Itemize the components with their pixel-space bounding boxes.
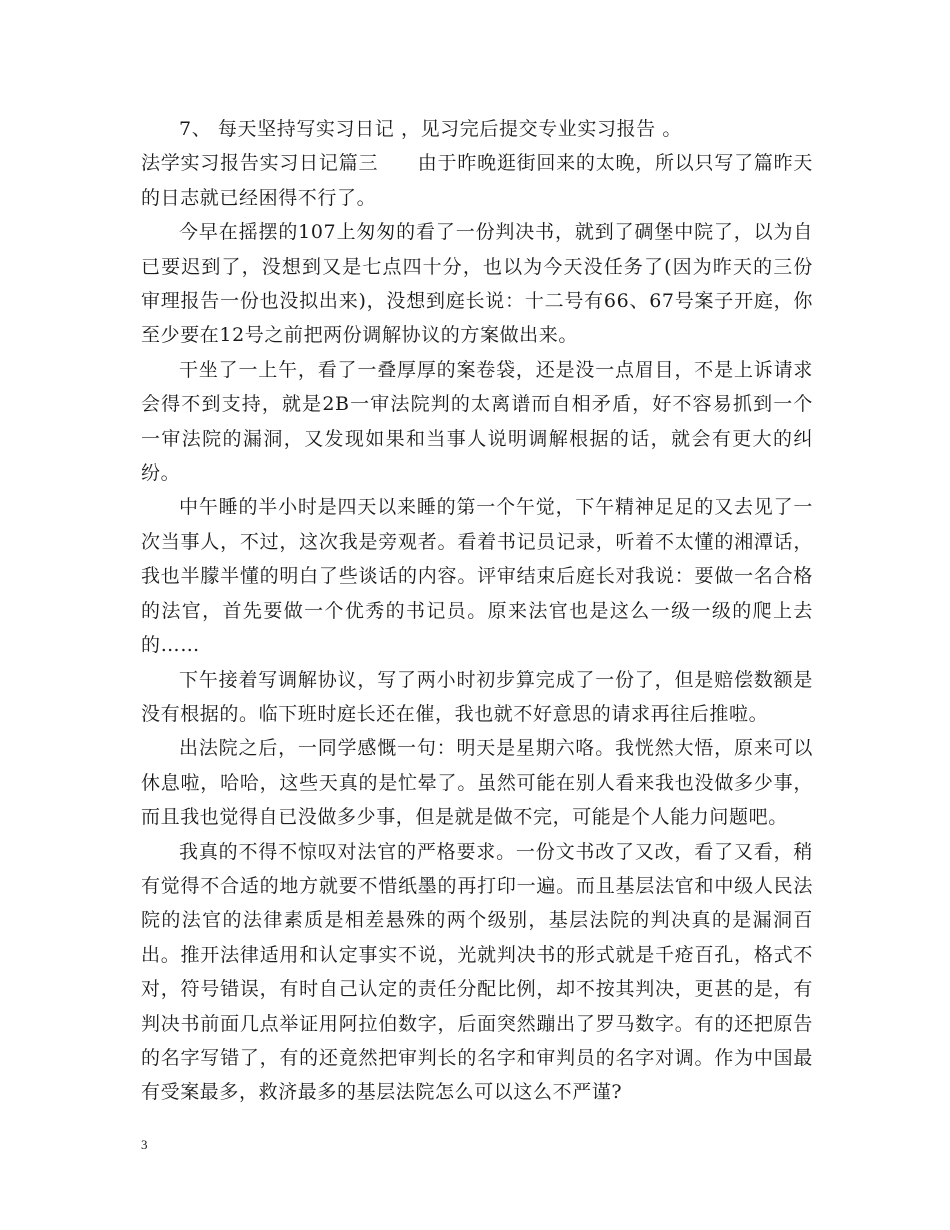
- document-body: [141, 112, 813, 1110]
- paragraph-2: 法学实习报告实习日记篇三 由于昨晚逛街回来的太晚，所以只写了篇昨天的日志就已经困得不行了。: [141, 152, 813, 209]
- paragraph-7: 出法院之后，一同学感慨一句：明天是星期六咯。我恍然大悟，原来可以休息啦，哈哈，这些天真的是忙晕了。虽然可能在别人看来我也没做多少事，而且我也觉得自已没做多少事，但是就是做不完，可能是个人能力问题吧。: [141, 737, 813, 829]
- paragraph-3: 今早在摇摆的107上匆匆的看了一份判决书，就到了碉堡中院了，以为自已要迟到了，没想到又是七点四十分，也以为今天没任务了(因为昨天的三份审理报告一份也没拟出来)，没想到庭长说：十二号有66、67号案子开庭，你至少要在12号之前把两份调解协议的方案做出来。: [141, 221, 813, 347]
- paragraph-6: 下午接着写调解协议，写了两小时初步算完成了一份了，但是赔偿数额是没有根据的。临下班时庭长还在催，我也就不好意思的请求再往后推啦。: [141, 668, 813, 725]
- paragraph-1: 7、 每天坚持写实习日记 ，见习完后提交专业实习报告 。: [179, 118, 683, 140]
- page-number: 3: [141, 1137, 148, 1152]
- paragraph-4: 干坐了一上午，看了一叠厚厚的案卷袋，还是没一点眉目，不是上诉请求会得不到支持，就是2B一审法院判的太离谱而自相矛盾，好不容易抓到一个一审法院的漏洞，又发现如果和当事人说明调解根据的话，就会有更大的纠纷。: [141, 358, 813, 485]
- paragraph-5: 中午睡的半小时是四天以来睡的第一个午觉，下午精神足足的又去见了一次当事人，不过，这次我是旁观者。看着书记员记录，听着不太懂的湘潭话，我也半朦半懂的明白了些谈话的内容。评审结束后庭长对我说：要做一名合格的法官，首先要做一个优秀的书记员。原来法官也是这么一级一级的爬上去的……: [141, 496, 813, 657]
- paragraph-8: 我真的不得不惊叹对法官的严格要求。一份文书改了又改，看了又看，稍有觉得不合适的地方就要不惜纸墨的再打印一遍。而且基层法官和中级人民法院的法官的法律素质是相差悬殊的两个级别，基层法院的判决真的是漏洞百出。推开法律适用和认定事实不说，光就判决书的形式就是千疮百孔，格式不对，符号错误，有时自己认定的责任分配比例，却不按其判决，更甚的是，有判决书前面几点举证用阿拉伯数字，后面突然蹦出了罗马数字。有的还把原告的名字写错了，有的还竟然把审判长的名字和审判员的名字对调。作为中国最有受案最多，救济最多的基层法院怎么可以这么不严谨?: [141, 840, 813, 1104]
